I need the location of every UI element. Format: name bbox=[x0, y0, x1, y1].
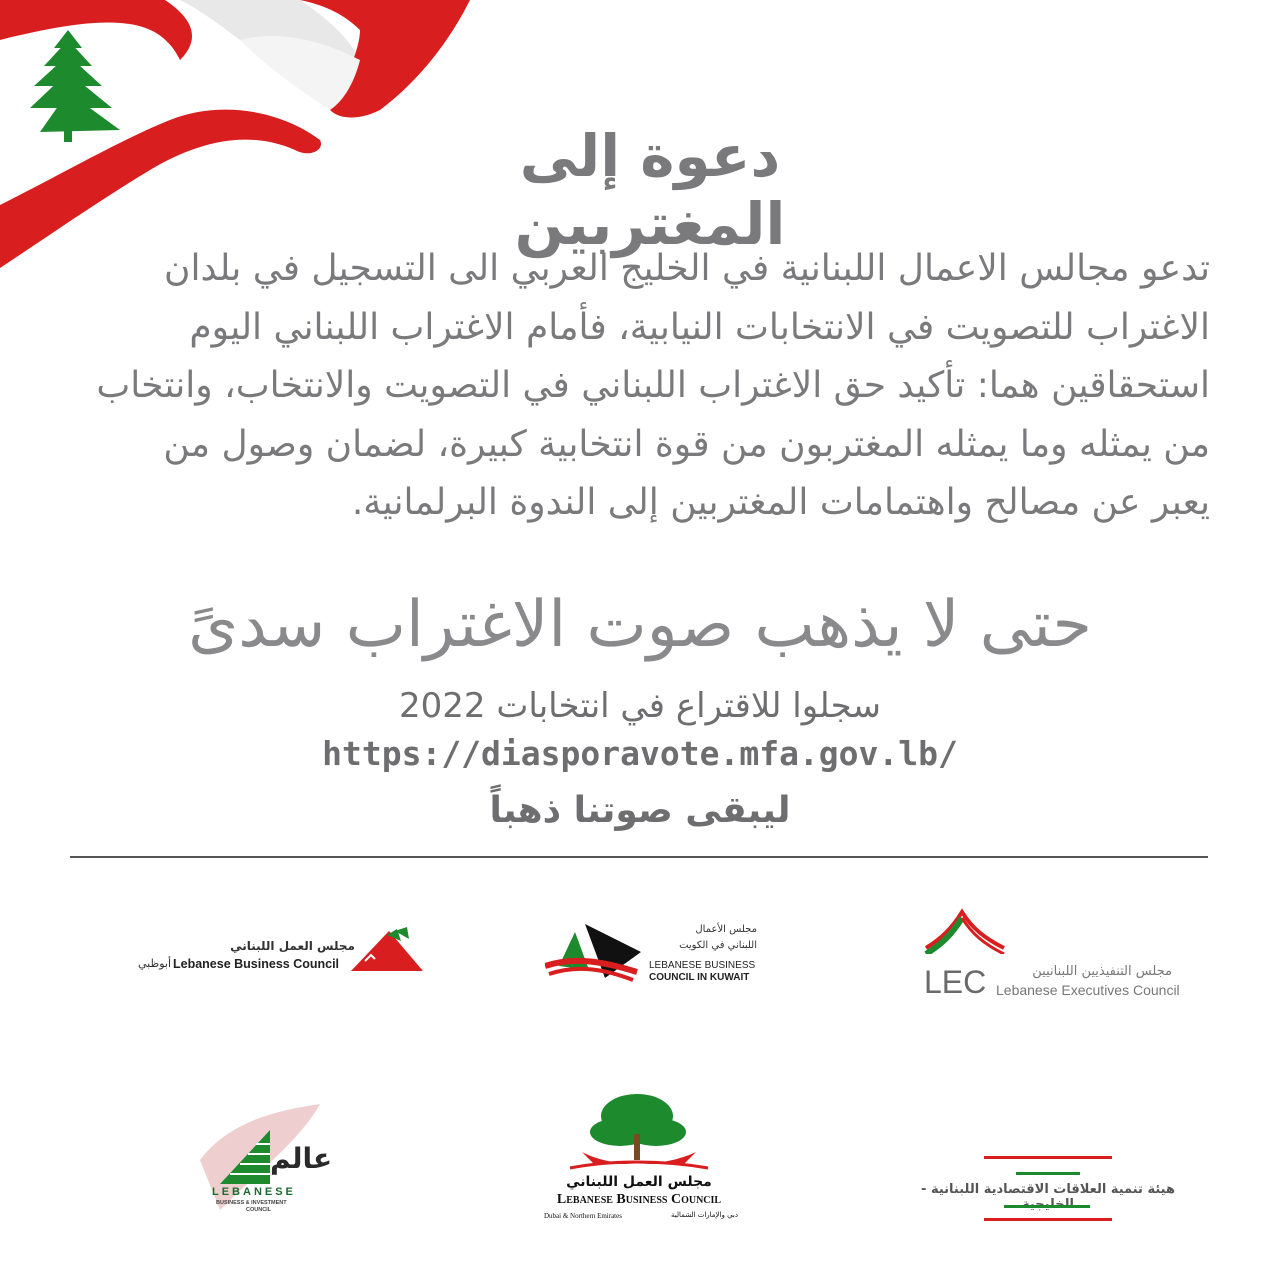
page-title: دعوة إلى المغتربين bbox=[514, 122, 786, 258]
logo-ar-label: مجلس العمل اللبناني bbox=[230, 939, 355, 953]
logo-ar-label: مجلس العمل اللبناني bbox=[566, 1174, 712, 1190]
body-line: من يمثله وما يمثله المغتربون من قوة انتخابية كبيرة، لضمان وصول من bbox=[163, 423, 1210, 465]
logo-lbc-kuwait bbox=[545, 918, 765, 988]
logo-city-label: أبوظبي bbox=[137, 957, 171, 970]
slogan: حتى لا يذهب صوت الاغتراب سدىً bbox=[188, 588, 1092, 662]
logo-lbc-abu-dhabi bbox=[125, 925, 425, 985]
logo-en-label: Lebanese Business Council bbox=[556, 1192, 722, 1207]
lbic-letters: عالم bbox=[270, 1142, 333, 1175]
logo-en-label: Lebanese Executives Council bbox=[996, 982, 1180, 998]
sail-icon bbox=[545, 922, 645, 984]
logo-sub-en: Dubai & Northern Emirates bbox=[544, 1212, 622, 1220]
red-mountain-icon bbox=[351, 925, 423, 975]
logo-en-label: Lebanese Business Council bbox=[173, 957, 340, 971]
body-line: الاغتراب للتصويت في الانتخابات النيابية، فأمام الاغتراب اللبناني اليوم bbox=[189, 306, 1210, 348]
lec-abbr: LEC bbox=[924, 964, 987, 1000]
logo-en-label-2: COUNCIL IN KUWAIT bbox=[649, 972, 750, 983]
lec-wave-icon bbox=[922, 908, 1008, 954]
logo-ar-label-2: اللبناني في الكويت bbox=[679, 940, 757, 951]
logo-en-label-1: LEBANESE bbox=[212, 1186, 296, 1198]
invitation-body bbox=[70, 240, 1210, 533]
stripe-red-bottom bbox=[984, 1218, 1112, 1221]
logo-sub-ar: دبي والإمارات الشمالية bbox=[671, 1211, 738, 1219]
logo-lec bbox=[922, 908, 1182, 1000]
logo-ar-label: مجلس التنفيذيين اللبنانيين bbox=[1032, 964, 1172, 979]
body-line: يعبر عن مصالح واهتمامات المغتربين إلى الندوة البرلمانية. bbox=[351, 482, 1210, 523]
closing-line: ليبقى صوتنا ذهباً bbox=[489, 790, 791, 831]
stripe-green-bottom bbox=[1004, 1205, 1090, 1208]
logo-lbc-dubai bbox=[540, 1088, 740, 1228]
stripe-green-top bbox=[1016, 1172, 1080, 1175]
body-line: تدعو مجالس الاعمال اللبنانية في الخليج العربي الى التسجيل في بلدان bbox=[164, 248, 1210, 289]
logo-gulf-relations bbox=[900, 1150, 1200, 1230]
body-line: استحقاقين هما: تأكيد حق الاغتراب اللبناني في التصويت والانتخاب، وانتخاب bbox=[96, 365, 1210, 406]
register-call: سجلوا للاقتراع في انتخابات 2022 bbox=[398, 686, 881, 726]
logo-lbic bbox=[190, 1100, 333, 1220]
logo-en-label-2: BUSINESS & INVESTMENT bbox=[216, 1200, 287, 1206]
stripe-red-top bbox=[984, 1156, 1112, 1159]
registration-link[interactable]: https://diasporavote.mfa.gov.lb/ bbox=[322, 734, 958, 773]
logo-en-label-3: COUNCIL bbox=[246, 1207, 272, 1213]
divider bbox=[70, 856, 1208, 858]
logo-ar-label: هيئة تنمية العلاقات الاقتصادية اللبنانية - bbox=[921, 1182, 1175, 1197]
logo-ar-label-1: مجلس الأعمال bbox=[695, 924, 757, 935]
logo-en-label-1: LEBANESE BUSINESS bbox=[649, 960, 756, 971]
cedar-boat-icon bbox=[562, 1088, 712, 1176]
